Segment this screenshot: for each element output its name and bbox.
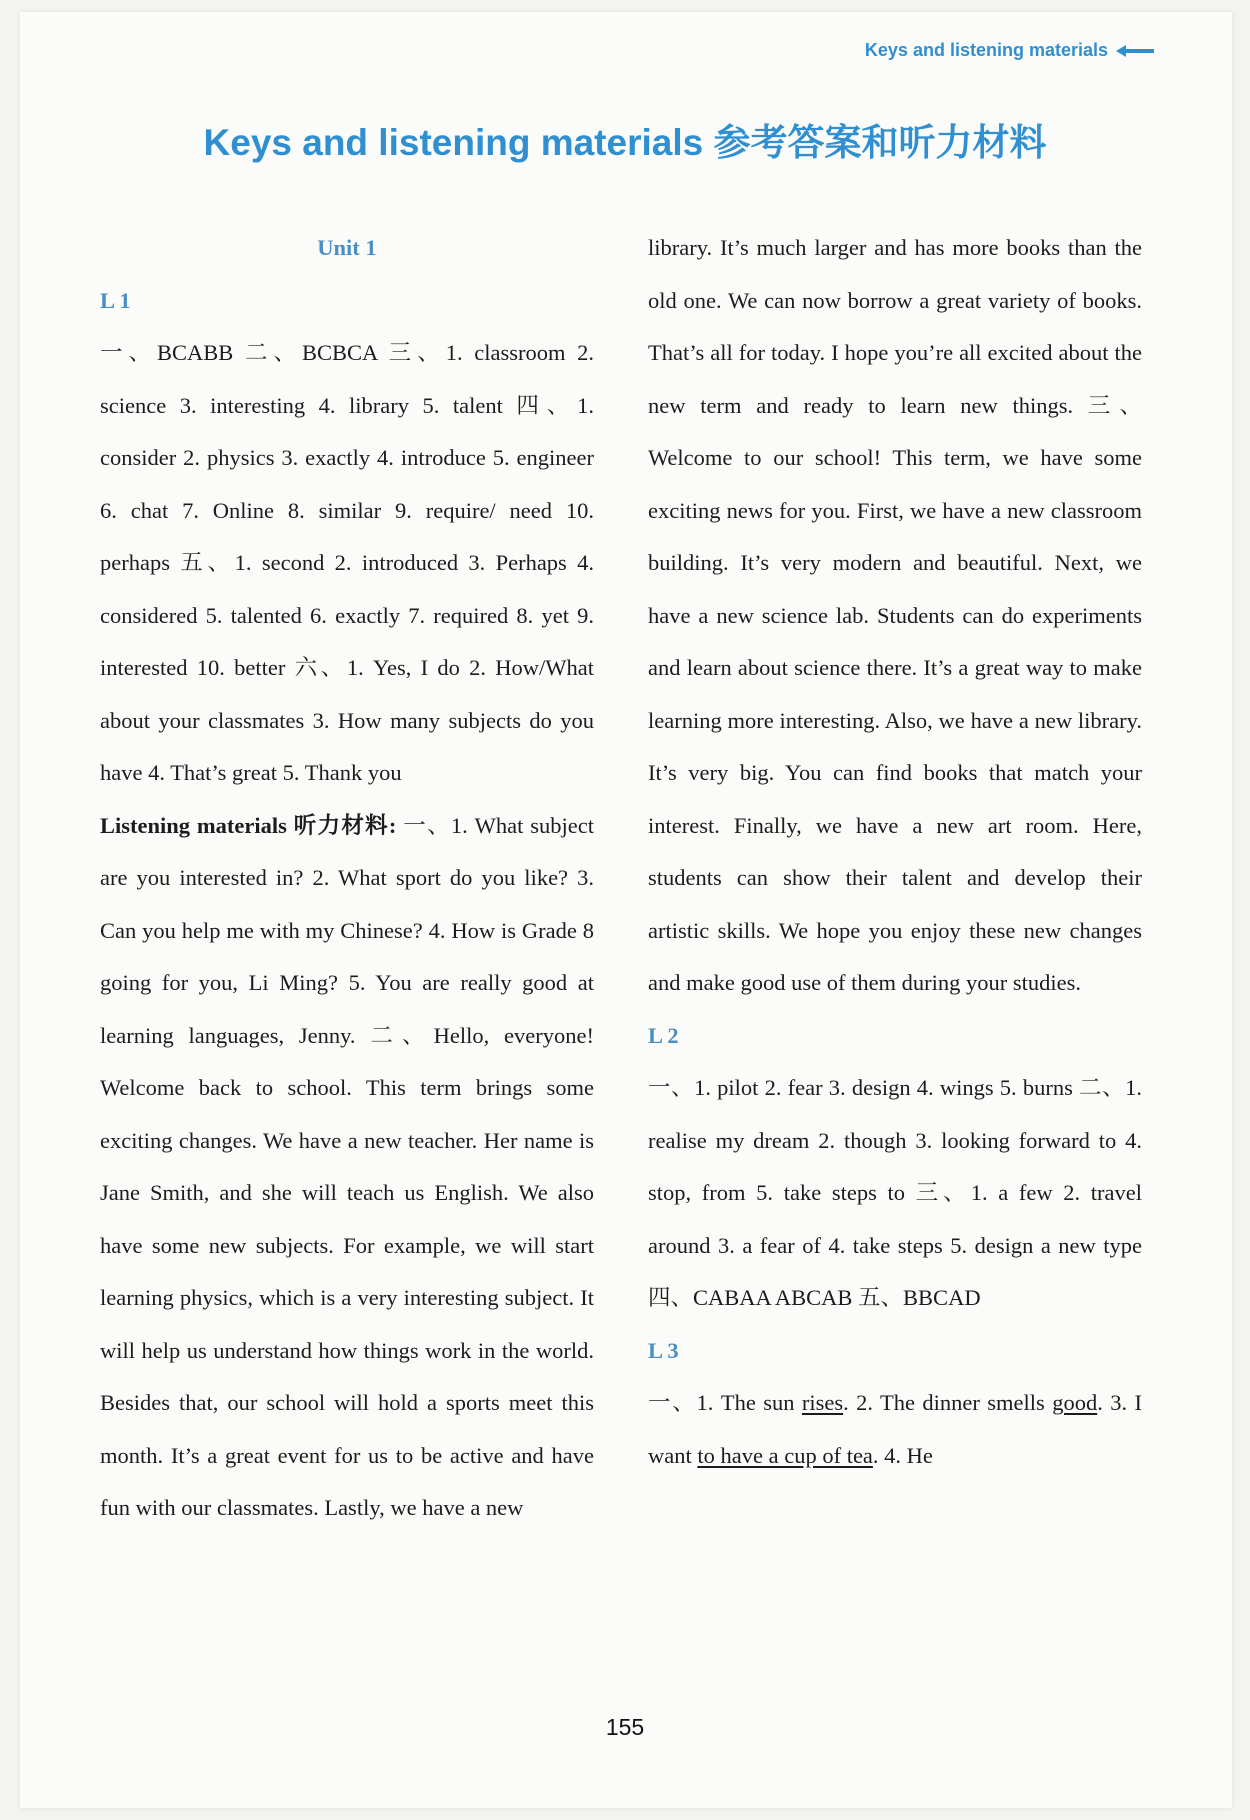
unit-title: Unit 1 bbox=[317, 235, 377, 260]
right-column bbox=[648, 222, 1142, 1482]
l2-answer-keys: 一、1. pilot 2. fear 3. design 4. wings 5. burns 二、1. realise my dream 2. though 3. looking forward to 4. stop, from 5. take steps to 三、1. a few 2. travel around 3. a fear of 4. take steps 5. design a new type 四、CABAA ABCAB 五、BBCAD bbox=[648, 1075, 1142, 1310]
running-head bbox=[865, 40, 1154, 61]
left-column bbox=[100, 222, 594, 1535]
listening-materials-continued: library. It’s much larger and has more books than the old one. We can now borrow a great variety of books. That’s all for today. I hope you’re all excited about the new term and ready to learn new things. 三、Welcome to our school! This term, we have some exciting news for you. First, we have a new classroom building. It’s very modern and beautiful. Next, we have a new science lab. Students can do experiments and learn about science there. It’s a great way to make learning more interesting. Also, we have a new library. It’s very big. You can find books that match your interest. Finally, we have a new art room. Here, students can show their talent and develop their artistic skills. We hope you enjoy these new changes and make good use of them during your studies. bbox=[648, 235, 1142, 995]
listening-materials-label: Listening materials 听力材料: bbox=[100, 812, 397, 838]
l3-underlined-3: to have a cup of tea bbox=[697, 1442, 873, 1468]
lesson-label-l1: L 1 bbox=[100, 287, 131, 313]
l3-answer-keys bbox=[648, 1377, 1142, 1482]
lesson-label-l2: L 2 bbox=[648, 1022, 679, 1048]
l3-text-3: . 3. I want bbox=[648, 1390, 1142, 1468]
l3-underlined-1: rises bbox=[801, 1390, 844, 1415]
l3-text-2: . 2. The dinner smells bbox=[843, 1390, 1053, 1415]
listening-materials bbox=[100, 800, 594, 1535]
listening-materials-text: 一、1. What subject are you interested in? 2. What sport do you like? 3. Can you help me with my Chinese? 4. How is Grade 8 going for you, Li Ming? 5. You are really good at learning languages, Jenny. 二、Hello, everyone! Welcome back to school. This term brings some exciting changes. We have a new teacher. Her name is Jane Smith, and she will teach us English. We also have some new subjects. For example, we will start learning physics, which is a very interesting subject. It will help us understand how things work in the world. Besides that, our school will hold a sports meet this month. It’s a great event for us to be active and have fun with our classmates. Lastly, we have a new bbox=[100, 812, 594, 1520]
page-number: 155 bbox=[605, 1714, 645, 1740]
l3-text-1: 一、1. The sun bbox=[648, 1390, 802, 1415]
left-arrow-icon bbox=[1116, 44, 1154, 58]
l1-answer-keys: 一、BCABB 二、BCBCA 三、1. classroom 2. science 3. interesting 4. library 5. talent 四、1. consider 2. physics 3. exactly 4. introduce 5. engineer 6. chat 7. Online 8. similar 9. require/ need 10. perhaps 五、1. second 2. introduced 3. Perhaps 4. considered 5. talented 6. exactly 7. required 8. yet 9. interested 10. better 六、1. Yes, I do 2. How/What about your classmates 3. How many subjects do you have 4. That’s great 5. Thank you bbox=[100, 340, 594, 785]
l3-underlined-2: good bbox=[1052, 1390, 1098, 1415]
running-head-title: Keys and listening materials bbox=[864, 40, 1108, 60]
lesson-label-l3: L 3 bbox=[648, 1337, 679, 1363]
l3-text-4: . 4. He bbox=[872, 1442, 933, 1468]
page-title: Keys and listening materials 参考答案和听力材料 bbox=[203, 122, 1047, 163]
